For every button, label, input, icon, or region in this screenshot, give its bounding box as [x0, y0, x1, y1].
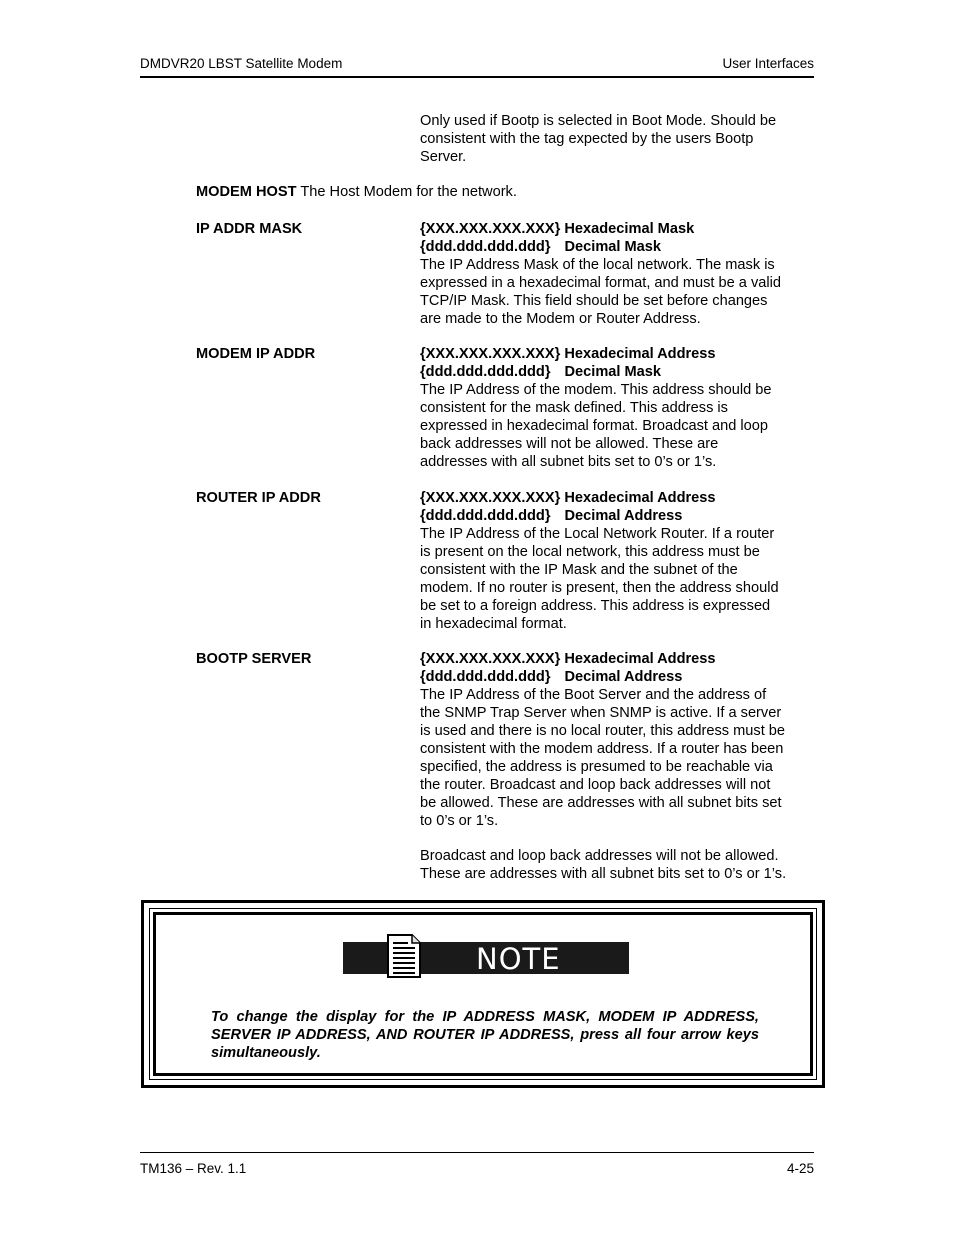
format-hex: {XXX.XXX.XXX.XXX} Hexadecimal Address: [420, 346, 716, 362]
closing-line: These are addresses with all subnet bits set to 0’s or 1’s.: [420, 866, 787, 882]
desc-line: to 0’s or 1’s.: [420, 813, 499, 829]
format-dec-type: Decimal Address: [564, 508, 683, 524]
desc-line: back addresses will not be allowed. These are: [420, 436, 719, 452]
format-dec-type: Decimal Address: [564, 669, 683, 685]
format-dec: [420, 238, 816, 256]
field-label-modem-ip-addr: MODEM IP ADDR: [196, 346, 316, 362]
format-hex: {XXX.XXX.XXX.XXX} Hexadecimal Mask: [420, 221, 695, 237]
format-hex: {XXX.XXX.XXX.XXX} Hexadecimal Address: [420, 651, 716, 667]
desc-line: are made to the Modem or Router Address.: [420, 311, 701, 327]
desc-line: The IP Address Mask of the local network. The mask is: [420, 257, 775, 273]
desc-line: the SNMP Trap Server when SNMP is active. If a server: [420, 705, 782, 721]
field-desc-modem-ip-addr: [420, 345, 816, 471]
intro-line: Only used if Bootp is selected in Boot Mode. Should be: [420, 113, 777, 129]
intro-line: Server.: [420, 149, 467, 165]
desc-line: The IP Address of the modem. This address should be: [420, 382, 772, 398]
format-dec-pattern: {ddd.ddd.ddd.ddd}: [420, 508, 551, 524]
desc-line: expressed in hexadecimal format. Broadcast and loop: [420, 418, 769, 434]
footer-page-number: 4-25: [786, 1161, 814, 1176]
field-desc-router-ip-addr: [420, 489, 816, 633]
desc-line: TCP/IP Mask. This field should be set before changes: [420, 293, 768, 309]
intro-paragraph: [420, 112, 816, 166]
format-dec-pattern: {ddd.ddd.ddd.ddd}: [420, 239, 551, 255]
desc-line: addresses with all subnet bits set to 0’s or 1’s.: [420, 454, 717, 470]
format-dec: [420, 507, 816, 525]
field-label-router-ip-addr: ROUTER IP ADDR: [196, 490, 321, 506]
desc-line: the router. Broadcast and loop back addresses will not: [420, 777, 771, 793]
desc-line: be set to a foreign address. This address is expressed: [420, 598, 771, 614]
desc-line: specified, the address is presumed to be reachable via: [420, 759, 773, 775]
desc-line: modem. If no router is present, then the address should: [420, 580, 779, 596]
page-footer: [140, 1152, 814, 1176]
closing-line: Broadcast and loop back addresses will not be allowed.: [420, 848, 779, 864]
desc-line: The IP Address of the Local Network Router. If a router: [420, 526, 775, 542]
format-dec-pattern: {ddd.ddd.ddd.ddd}: [420, 669, 551, 685]
desc-line: is used and there is no local router, this address must be: [420, 723, 786, 739]
field-desc-bootp-server: [420, 650, 816, 830]
modem-host-text: The Host Modem for the network.: [296, 184, 517, 200]
note-text: To change the display for the IP ADDRESS MASK, MODEM IP ADDRESS, SERVER IP ADDRESS, AND ROUTER IP ADDRESS, press all four arrow keys simultaneously.: [211, 1009, 759, 1061]
desc-line: The IP Address of the Boot Server and the address of: [420, 687, 767, 703]
desc-line: in hexadecimal format.: [420, 616, 567, 632]
intro-line: consistent with the tag expected by the users Bootp: [420, 131, 754, 147]
header-section: User Interfaces: [722, 56, 814, 71]
format-dec-type: Decimal Mask: [564, 364, 662, 380]
page-header: [140, 56, 814, 78]
desc-line: consistent for the mask defined. This address is: [420, 400, 728, 416]
field-desc-ip-addr-mask: [420, 220, 816, 328]
field-label-bootp-server: BOOTP SERVER: [196, 651, 312, 667]
modem-host-label: MODEM HOST: [196, 184, 297, 200]
desc-line: expressed in a hexadecimal format, and must be a valid: [420, 275, 781, 291]
desc-line: is present on the local network, this address must be: [420, 544, 760, 560]
desc-line: consistent with the IP Mask and the subnet of the: [420, 562, 738, 578]
closing-paragraph: [420, 847, 816, 883]
document-icon: [386, 933, 422, 979]
format-dec-pattern: {ddd.ddd.ddd.ddd}: [420, 364, 551, 380]
field-label-ip-addr-mask: IP ADDR MASK: [196, 221, 303, 237]
format-dec: [420, 363, 816, 381]
format-dec-type: Decimal Mask: [564, 239, 662, 255]
footer-doc-id: TM136 – Rev. 1.1: [140, 1161, 247, 1176]
modem-host-line: [196, 183, 517, 201]
desc-line: be allowed. These are addresses with all subnet bits set: [420, 795, 782, 811]
header-title: DMDVR20 LBST Satellite Modem: [140, 56, 343, 71]
desc-line: consistent with the modem address. If a router has been: [420, 741, 784, 757]
note-heading: NOTE: [476, 942, 561, 976]
format-dec: [420, 668, 816, 686]
format-hex: {XXX.XXX.XXX.XXX} Hexadecimal Address: [420, 490, 716, 506]
